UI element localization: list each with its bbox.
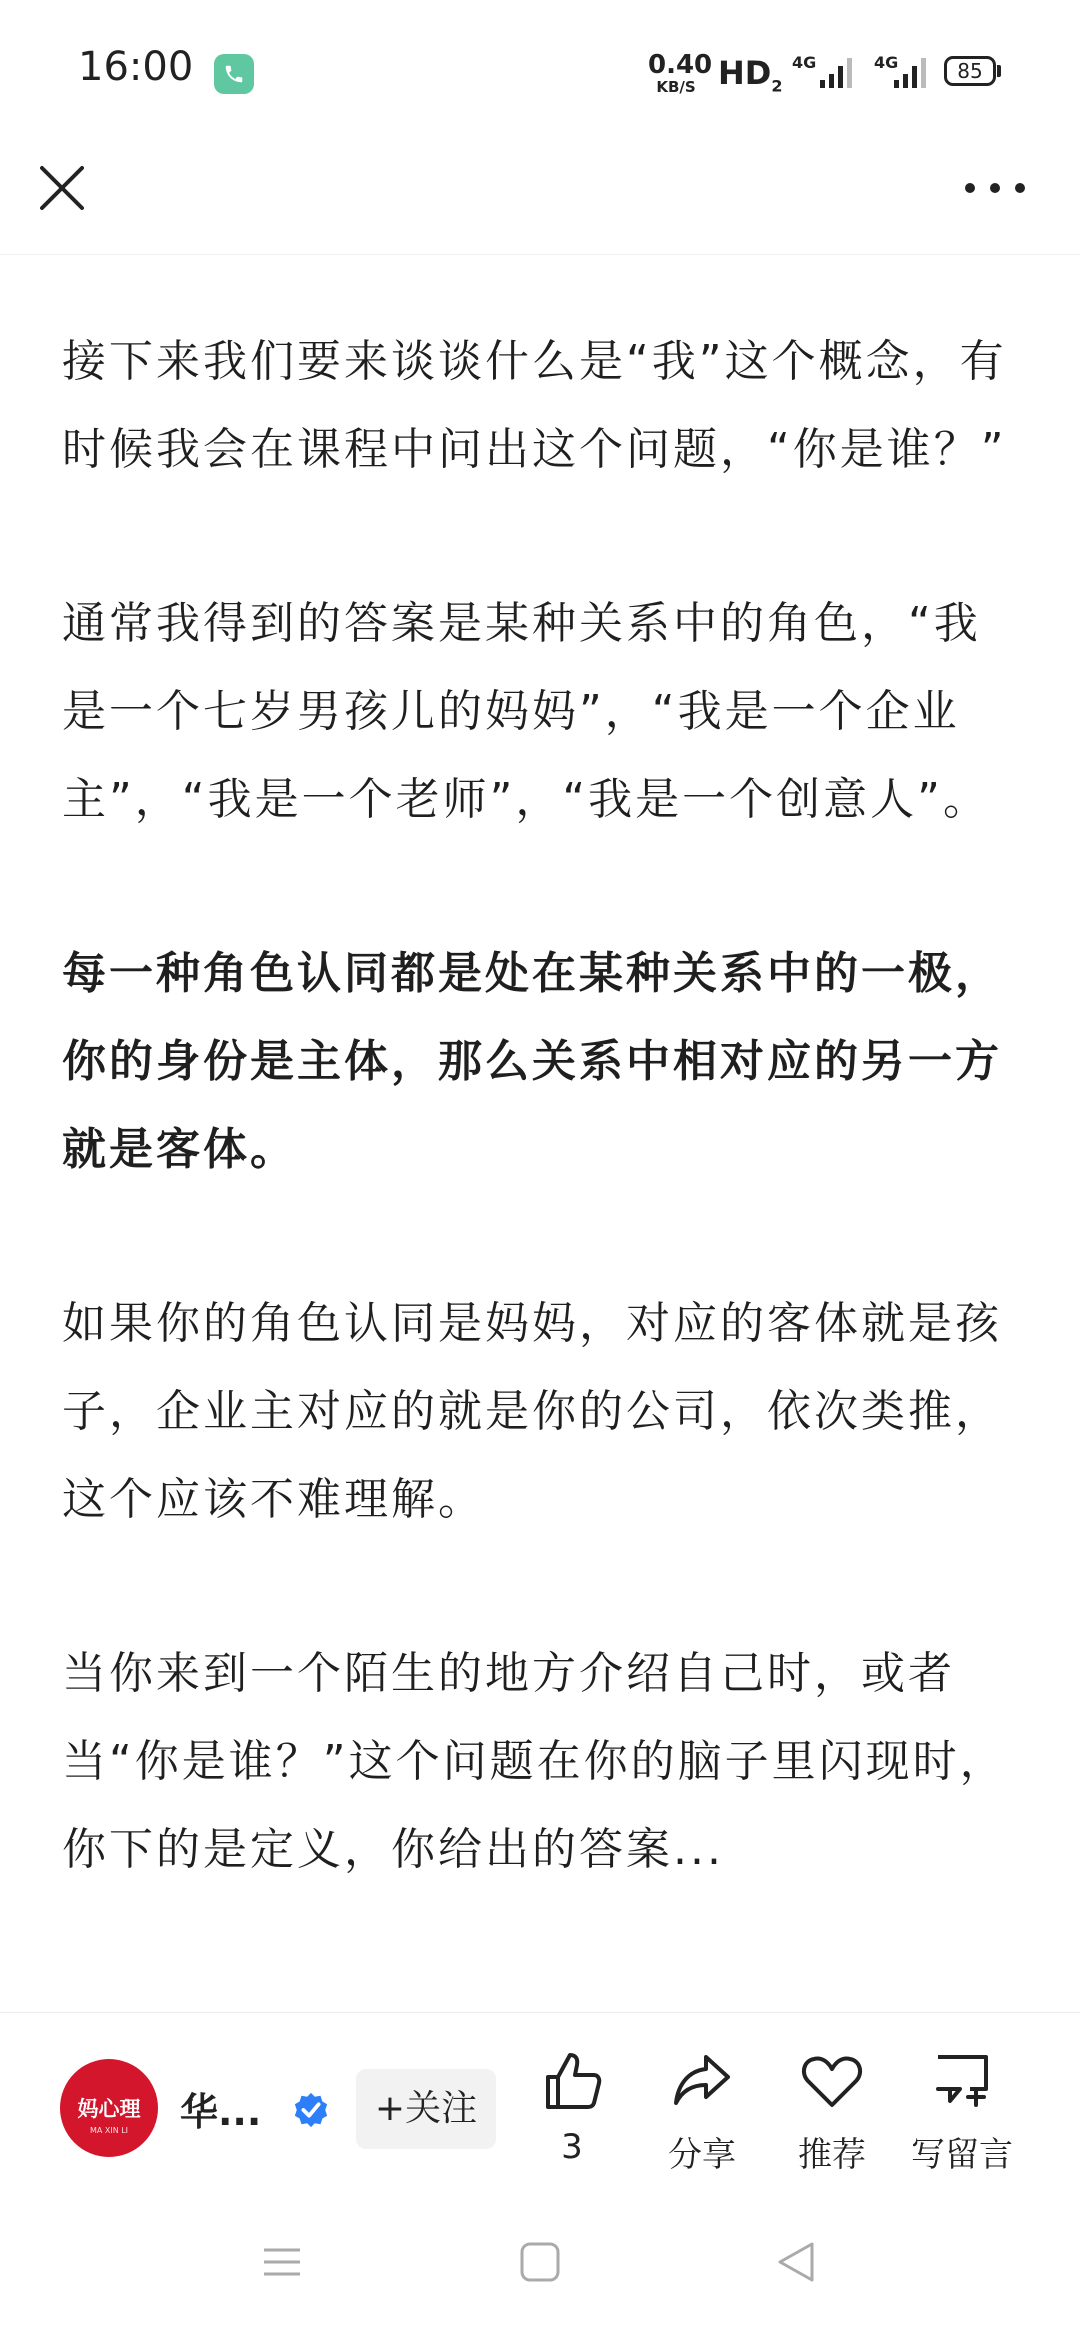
hd-sub: 2: [771, 76, 783, 96]
status-time: 16:00: [78, 44, 194, 90]
status-bar: [0, 0, 1080, 150]
network-speed-unit: KB/S: [656, 78, 696, 96]
article-paragraph-bold: 每一种角色认同都是处在某种关系中的一极，你的身份是主体，那么关系中相对应的另一方就是客体。: [62, 948, 1002, 1175]
avatar-subtitle: MA XIN LI: [89, 2126, 129, 2135]
avatar-title: 妈心理: [77, 2097, 141, 2121]
like-button[interactable]: [512, 2049, 632, 2167]
system-nav-bar: [0, 2202, 1080, 2340]
network-1-label: 4G: [792, 53, 817, 72]
network-speed-value: 0.40: [648, 50, 713, 80]
author-avatar[interactable]: [60, 2059, 158, 2157]
article-paragraph: 如果你的角色认同是妈妈，对应的客体就是孩子，企业主对应的就是你的公司，依次类推，这个应该不难理解。: [62, 1298, 1002, 1525]
verified-badge-icon: [292, 2091, 330, 2129]
back-triangle-icon[interactable]: [772, 2238, 820, 2286]
heart-icon: [800, 2049, 864, 2113]
article-paragraph: 当你来到一个陌生的地方介绍自己时，或者当“你是谁？”这个问题在你的脑子里闪现时，你下的是定义，你给出的答案...: [62, 1648, 1007, 1875]
recommend-label: 推荐: [798, 2135, 866, 2175]
more-horizontal-icon[interactable]: [960, 168, 1030, 208]
follow-button[interactable]: +关注: [356, 2069, 496, 2149]
menu-icon[interactable]: [258, 2238, 306, 2286]
share-button[interactable]: [642, 2049, 762, 2176]
comment-button[interactable]: [902, 2049, 1022, 2176]
write-comment-icon: [930, 2049, 994, 2113]
article-paragraph: 接下来我们要来谈谈什么是“我”这个概念，有时候我会在课程中问出这个问题，“你是谁？”: [62, 336, 1007, 475]
call-icon[interactable]: [214, 54, 254, 94]
network-speed: [648, 50, 713, 96]
bottom-action-bar: [0, 2012, 1080, 2203]
battery-tip: [997, 65, 1001, 77]
network-2-label: 4G: [874, 53, 899, 72]
article-paragraph: 通常我得到的答案是某种关系中的角色，“我是一个七岁男孩儿的妈妈”，“我是一个企业主”，“我是一个老师”，“我是一个创意人”。: [62, 598, 990, 825]
hd-indicator: [718, 54, 782, 95]
share-label: 分享: [668, 2135, 736, 2175]
comment-label: 写留言: [911, 2135, 1013, 2175]
share-arrow-icon: [670, 2049, 734, 2113]
signal-2-icon: [872, 52, 942, 92]
home-square-icon[interactable]: [516, 2238, 564, 2286]
author-name[interactable]: 华...: [180, 2090, 262, 2134]
battery-icon: 85: [944, 56, 996, 86]
article-body: [62, 318, 1022, 2008]
recommend-button[interactable]: [772, 2049, 892, 2176]
signal-1-icon: [790, 52, 860, 92]
hd-label: HD: [718, 54, 772, 92]
thumbs-up-icon: [540, 2049, 604, 2113]
like-count: 3: [561, 2127, 583, 2167]
close-icon[interactable]: [32, 158, 92, 218]
top-nav: [0, 150, 1080, 255]
